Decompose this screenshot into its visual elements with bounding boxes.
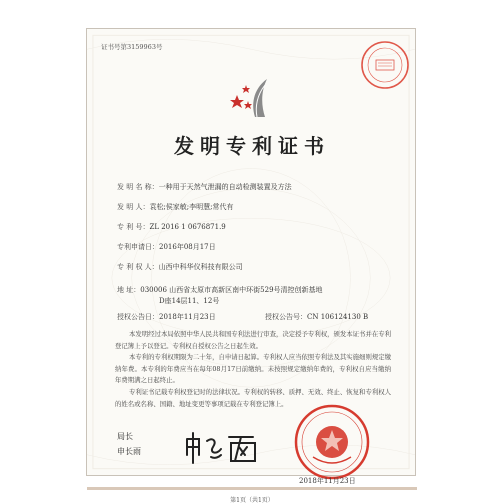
field-address-line2: D座14层11、12号 [159,297,220,305]
certificate-number: 证书号第3159963号 [101,43,163,51]
bottom-ribbon [87,487,417,490]
certificate-title: 发明专利证书 [174,134,330,158]
field-application-date: 专利申请日：2016年08月17日 [117,243,216,251]
field-invention-name: 发 明 名 称：一种用于天然气泄漏的自动检测装置及方法 [117,183,292,191]
signer-name: 申长雨 [117,447,141,456]
field-patent-number: 专 利 号：ZL 2016 1 0676871.9 [117,223,226,231]
top-stamp-icon [359,39,411,91]
paragraph-term: 本专利的专利权期限为二十年，自申请日起算。专利权人应当依照专利法及其实施细则规定缴纳年费。本专利的年费应当在每年08月17日前缴纳。未按照规定缴纳年费的，专利权自应当缴纳年费期满之日起终止。 [115,353,392,384]
page-number: 第1页（共1页） [230,497,274,504]
patent-office-emblem-icon [227,73,277,123]
seal-date: 2018年11月23日 [299,477,356,485]
director-signature [183,429,263,469]
field-patentee: 专 利 权 人：山西中科华仪科技有限公司 [117,263,243,271]
field-inventors: 发 明 人：袁松;侯家敏;李明慧;常代有 [117,203,234,211]
patent-certificate [86,28,416,504]
official-seal-icon [293,403,371,481]
field-grant-date: 授权公告日：2018年11月23日 [117,313,216,321]
signer-title: 局长 [117,432,133,441]
paragraph-grant: 本发明经过本局依照中华人民共和国专利法进行审查，决定授予专利权，颁发本证书并在专利登记簿上予以登记。专利权自授权公告之日起生效。 [115,330,392,350]
field-grant-number: 授权公告号：CN 106124130 B [265,313,369,321]
paragraph-status: 专利证书记载专利权登记时的法律状况。专利权的转移、质押、无效、终止、恢复和专利权人的姓名或名称、国籍、地址变更等事项记载在专利登记簿上。 [115,388,392,408]
field-address: 地 址：030006 山西省太原市高新区南中环街529号清控创新基地 [117,286,323,294]
